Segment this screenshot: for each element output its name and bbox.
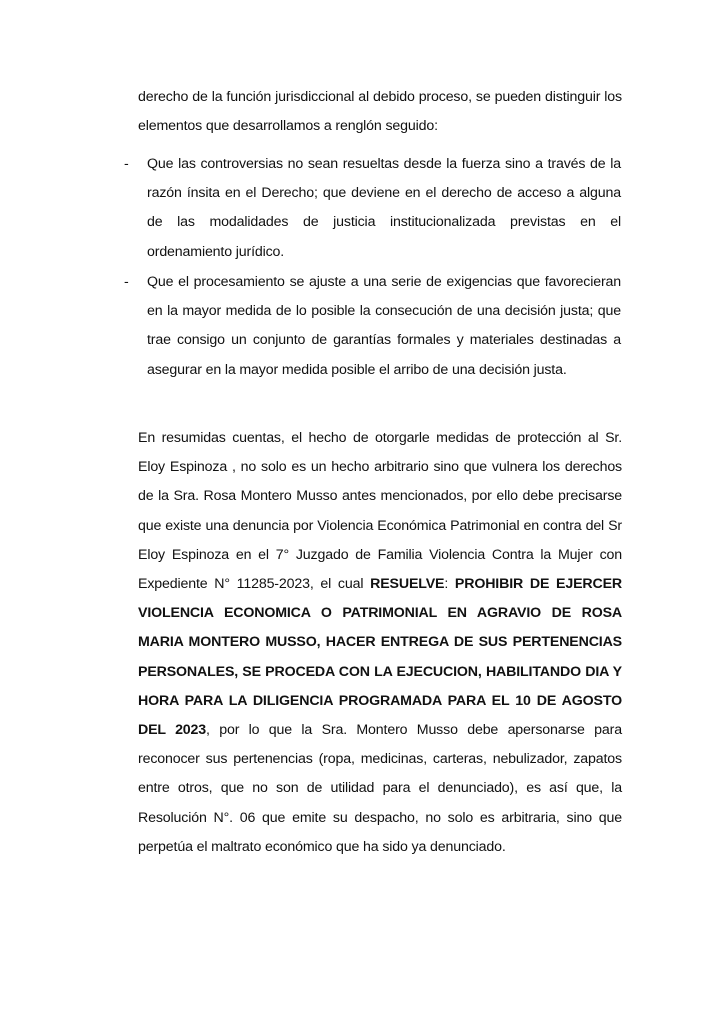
summary-resolution-bold: PROHIBIR DE EJERCER VIOLENCIA ECONOMICA O PATRIMONIAL EN AGRAVIO DE ROSA MARIA MONTERO MUSSO, HACER ENTREGA DE SUS PERTENENCIAS PERSONALES, SE PROCEDA CON LA EJECUCION, HABILITANDO DIA Y HORA PARA LA DILIGENCIA PROGRAMADA PARA EL 10 DE AGOSTO DEL 2023 xyxy=(138,576,623,739)
bullet-marker: - xyxy=(124,274,129,290)
summary-text-2: : xyxy=(444,576,455,593)
summary-text-1: En resumidas cuentas, el hecho de otorgarle medidas de protección al Sr. Eloy Espinoza , no solo es un hecho arbitrario sino que vulnera los derechos de la Sra. Rosa Montero Musso antes mencionados, por ello debe precisarse que existe una denuncia por Violencia Económica Patrimonial en contra del Sr Eloy Espinoza en el 7° Juzgado de Familia Violencia Contra la Mujer con Expediente N° 11285-2023, el cual xyxy=(138,430,622,593)
summary-text-3: , por lo que la Sra. Montero Musso debe apersonarse para reconocer sus pertenencias (ropa, medicinas, carteras, nebulizador, zapatos entre otros, que no son de utilidad para el denunciado), es así que, la Resolución N°. 06 que emite su despacho, no solo es arbitraria, sino que perpetúa el maltrato económico que ha sido ya denunciado. xyxy=(138,722,622,855)
intro-paragraph: derecho de la función jurisdiccional al debido proceso, se pueden distinguir los elementos que desarrollamos a renglón seguido: xyxy=(138,89,622,135)
summary-paragraph xyxy=(138,424,622,862)
bullet-marker: - xyxy=(124,156,129,172)
summary-resuelve: RESUELVE xyxy=(370,576,445,593)
bullet-text: Que el procesamiento se ajuste a una serie de exigencias que favorecieran en la mayor medida de lo posible la consecución de una decisión justa; que trae consigo un conjunto de garantías formales y materiales destinadas a asegurar en la mayor medida posible el arribo de una decisión justa. xyxy=(147,274,621,378)
bullet-text: Que las controversias no sean resueltas desde la fuerza sino a través de la razón ínsita en el Derecho; que deviene en el derecho de acceso a alguna de las modalidades de justicia institucionalizada previstas en el ordenamiento jurídico. xyxy=(147,156,621,260)
